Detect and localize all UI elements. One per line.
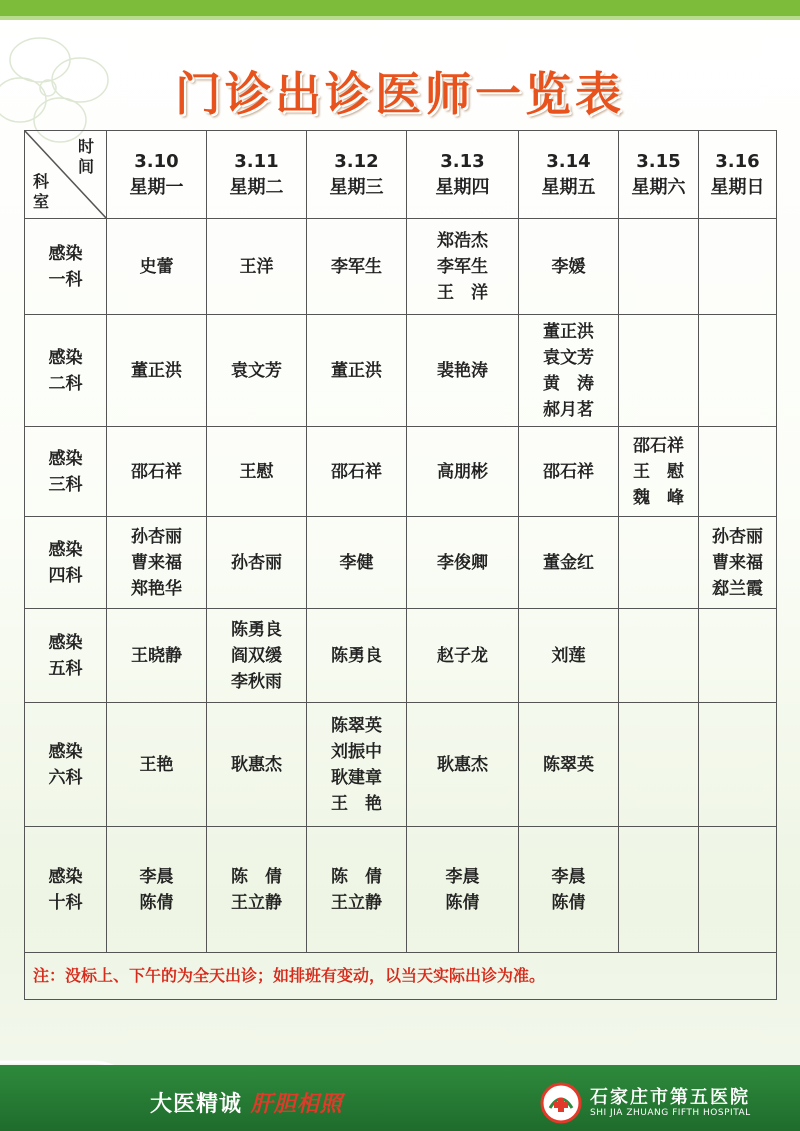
doctor-cell: 邵石祥 王 慰 魏 峰 [619,427,699,517]
dept-cell: 感染 三科 [25,427,107,517]
doctor-cell [619,517,699,609]
dept-label: 科 室 [33,172,50,211]
time-label: 时 间 [77,137,94,176]
doctor-cell: 董金红 [519,517,619,609]
doctor-cell: 耿惠杰 [207,703,307,827]
doctor-cell: 王慰 [207,427,307,517]
hospital-name-en: SHI JIA ZHUANG FIFTH HOSPITAL [590,1108,751,1118]
doctor-cell: 袁文芳 [207,315,307,427]
doctor-cell: 李晨 陈倩 [519,827,619,953]
day-header [107,131,207,219]
doctor-cell [619,827,699,953]
doctor-cell: 李晨 陈倩 [107,827,207,953]
doctor-cell: 史蕾 [107,219,207,315]
dept-cell: 感染 四科 [25,517,107,609]
doctor-cell [699,703,777,827]
doctor-cell: 陈勇良 阎双缓 李秋雨 [207,609,307,703]
day-weekday: 星期日 [710,176,765,198]
doctor-cell [699,315,777,427]
hospital-name: 石家庄市第五医院 [590,1087,750,1108]
day-weekday: 星期四 [435,176,490,198]
dept-cell: 感染 二科 [25,315,107,427]
doctor-cell: 陈翠英 刘振中 耿建章 王 艳 [307,703,407,827]
doctor-cell: 邵石祥 [107,427,207,517]
header-row [25,131,777,219]
top-bar [0,0,800,16]
doctor-cell: 刘莲 [519,609,619,703]
slogan-right: 肝胆相照 [250,1092,343,1117]
doctor-cell: 郑浩杰 李军生 王 洋 [407,219,519,315]
day-header [699,131,777,219]
day-header [619,131,699,219]
slogan-left: 大医精诚 [150,1092,243,1117]
doctor-cell: 陈 倩 王立静 [207,827,307,953]
day-weekday: 星期六 [631,176,686,198]
doctor-cell [699,219,777,315]
doctor-cell: 裴艳涛 [407,315,519,427]
doctor-cell: 李媛 [519,219,619,315]
doctor-cell: 赵子龙 [407,609,519,703]
table-row [25,517,777,609]
doctor-cell [619,609,699,703]
schedule-note: 注：没标上、下午的为全天出诊；如排班有变动，以当天实际出诊为准。 [25,953,777,1000]
doctor-cell: 董正洪 [107,315,207,427]
day-date: 3.13 [440,150,485,172]
day-header [207,131,307,219]
doctor-cell: 陈勇良 [307,609,407,703]
doctor-cell [619,315,699,427]
day-weekday: 星期一 [129,176,184,198]
day-weekday: 星期三 [329,176,384,198]
day-header [407,131,519,219]
doctor-cell: 李晨 陈倩 [407,827,519,953]
note-row [25,953,777,1000]
doctor-cell [699,609,777,703]
doctor-cell: 王晓静 [107,609,207,703]
doctor-cell [619,703,699,827]
doctor-cell [619,219,699,315]
doctor-cell [699,427,777,517]
table-row [25,315,777,427]
doctor-cell: 邵石祥 [307,427,407,517]
hospital-logo-icon [540,1082,582,1124]
doctor-cell: 陈 倩 王立静 [307,827,407,953]
corner-cell [25,131,107,219]
doctor-cell: 王艳 [107,703,207,827]
doctor-cell: 李俊卿 [407,517,519,609]
day-weekday: 星期二 [229,176,284,198]
table-row [25,609,777,703]
doctor-cell: 陈翠英 [519,703,619,827]
table-row [25,703,777,827]
doctor-cell: 孙杏丽 [207,517,307,609]
footer-slogan [150,1087,343,1118]
day-date: 3.11 [234,150,279,172]
schedule-table [24,130,777,1000]
doctor-cell: 董正洪 [307,315,407,427]
table-row [25,219,777,315]
day-date: 3.10 [134,150,179,172]
day-date: 3.14 [546,150,591,172]
doctor-cell: 李军生 [307,219,407,315]
table-row [25,427,777,517]
table-row [25,827,777,953]
day-weekday: 星期五 [541,176,596,198]
doctor-cell: 耿惠杰 [407,703,519,827]
doctor-cell: 李健 [307,517,407,609]
dept-cell: 感染 十科 [25,827,107,953]
page-title: 门诊出诊医师一览表 [175,67,625,121]
day-date: 3.12 [334,150,379,172]
dept-cell: 感染 一科 [25,219,107,315]
day-date: 3.16 [715,150,760,172]
doctor-cell: 董正洪 袁文芳 黄 涛 郝月茗 [519,315,619,427]
dept-cell: 感染 六科 [25,703,107,827]
doctor-cell: 孙杏丽 曹来福 郑艳华 [107,517,207,609]
day-header [307,131,407,219]
dept-cell: 感染 五科 [25,609,107,703]
doctor-cell: 高朋彬 [407,427,519,517]
day-date: 3.15 [636,150,681,172]
doctor-cell: 邵石祥 [519,427,619,517]
day-header [519,131,619,219]
doctor-cell: 孙杏丽 曹来福 郄兰霞 [699,517,777,609]
doctor-cell [699,827,777,953]
doctor-cell: 王洋 [207,219,307,315]
